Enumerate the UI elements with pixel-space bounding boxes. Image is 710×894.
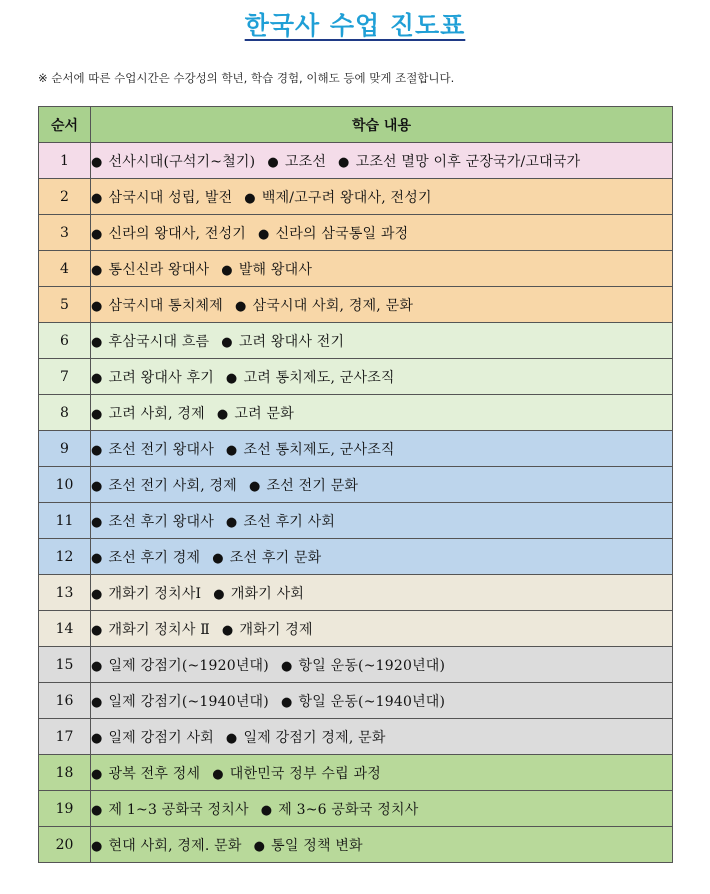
row-content [91,575,673,611]
schedule-body [39,143,673,863]
topic-text: 개화기 정치사Ⅰ [108,585,202,602]
bullet-icon: ● [225,514,238,530]
page-title [0,6,710,42]
bullet-icon: ● [221,622,234,638]
bullet-icon: ● [91,766,103,782]
topic-text: 일제 강점기 경제, 문화 [243,729,386,746]
topic-text: 조선 전기 왕대사 [108,441,214,458]
table-header-row [39,107,673,143]
row-number: 20 [39,827,91,863]
bullet-icon: ● [91,838,103,854]
row-content [91,719,673,755]
schedule-note: ※ 순서에 따른 수업시간은 수강성의 학년, 학습 경험, 이해도 등에 맞게 조절합니다. [38,71,455,85]
topic-text: 제 1~3 공화국 정치사 [108,801,249,818]
bullet-icon: ● [91,730,103,746]
row-number: 18 [39,755,91,791]
table-row [39,683,673,719]
topic-text: 조선 후기 문화 [229,549,322,566]
row-number: 13 [39,575,91,611]
bullet-icon: ● [225,370,238,386]
bullet-icon: ● [235,298,247,314]
table-row [39,215,673,251]
bullet-icon: ● [248,478,261,494]
page-title-text: 한국사 수업 진도표 [244,11,466,40]
bullet-icon: ● [212,550,224,566]
row-content [91,755,673,791]
topic-text: 조선 전기 사회, 경제 [108,477,237,494]
row-content [91,251,673,287]
topic-text: 통신신라 왕대사 [108,261,210,278]
bullet-icon: ● [91,262,103,278]
topic-text: 일제 강점기 사회 [108,729,214,746]
topic-text: 개화기 사회 [230,585,305,602]
row-content [91,467,673,503]
topic-text: 신라의 왕대사, 전성기 [108,225,247,242]
bullet-icon: ● [91,334,103,350]
table-row [39,575,673,611]
row-number: 3 [39,215,91,251]
topic-text: 현대 사회, 경제. 문화 [108,837,242,854]
topic-text: 고려 왕대사 전기 [238,333,345,350]
row-content [91,827,673,863]
row-number: 5 [39,287,91,323]
topic-text: 항일 운동(~1940년대) [298,693,446,710]
bullet-icon: ● [91,406,103,422]
row-number: 8 [39,395,91,431]
table-row [39,323,673,359]
topic-text: 광복 전후 정세 [108,765,201,782]
bullet-icon: ● [225,730,238,746]
bullet-icon: ● [244,190,256,206]
bullet-icon: ● [91,694,103,710]
bullet-icon: ● [91,226,103,242]
topic-text: 선사시대(구석기~철기) [108,153,256,170]
bullet-icon: ● [91,586,103,602]
table-row [39,611,673,647]
bullet-icon: ● [91,190,103,206]
row-content [91,179,673,215]
row-number: 2 [39,179,91,215]
row-content [91,431,673,467]
bullet-icon: ● [225,442,238,458]
topic-text: 고조선 멸망 이후 군장국가/고대국가 [355,153,581,170]
row-number: 11 [39,503,91,539]
table-row [39,503,673,539]
bullet-icon: ● [91,802,103,818]
table-row [39,719,673,755]
bullet-icon: ● [91,298,103,314]
schedule-table [38,106,673,863]
row-content [91,503,673,539]
table-row [39,179,673,215]
bullet-icon: ● [91,622,103,638]
topic-text: 조선 통치제도, 군사조직 [243,441,395,458]
bullet-icon: ● [91,478,103,494]
row-number: 19 [39,791,91,827]
topic-text: 고려 왕대사 후기 [108,369,214,386]
bullet-icon: ● [258,226,270,242]
row-number: 7 [39,359,91,395]
bullet-icon: ● [91,658,103,674]
bullet-icon: ● [267,154,279,170]
header-content: 학습 내용 [91,107,673,143]
topic-text: 고려 문화 [234,405,294,422]
row-number: 4 [39,251,91,287]
topic-text: 삼국시대 통치체제 [108,297,223,314]
bullet-icon: ● [221,334,233,350]
row-content [91,143,673,179]
bullet-icon: ● [91,514,103,530]
topic-text: 후삼국시대 흐름 [108,333,210,350]
topic-text: 일제 강점기(~1940년대) [108,693,269,710]
bullet-icon: ● [253,838,266,854]
row-number: 12 [39,539,91,575]
table-row [39,755,673,791]
bullet-icon: ● [280,658,293,674]
topic-text: 항일 운동(~1920년대) [298,657,446,674]
topic-text: 일제 강점기(~1920년대) [108,657,269,674]
topic-text: 조선 전기 문화 [266,477,359,494]
table-row [39,251,673,287]
row-number: 16 [39,683,91,719]
topic-text: 조선 후기 사회 [243,513,336,530]
topic-text: 제 3~6 공화국 정치사 [278,801,419,818]
table-row [39,431,673,467]
topic-text: 개화기 정치사 Ⅱ [108,621,210,638]
bullet-icon: ● [91,370,103,386]
bullet-icon: ● [338,154,350,170]
row-content [91,539,673,575]
topic-text: 개화기 경제 [239,621,313,638]
bullet-icon: ● [280,694,293,710]
bullet-icon: ● [260,802,273,818]
bullet-icon: ● [212,766,224,782]
row-number: 9 [39,431,91,467]
topic-text: 조선 후기 경제 [108,549,201,566]
row-content [91,647,673,683]
row-content [91,323,673,359]
table-row [39,467,673,503]
topic-text: 신라의 삼국통일 과정 [275,225,409,242]
row-content [91,287,673,323]
table-row [39,395,673,431]
row-number: 10 [39,467,91,503]
row-content [91,395,673,431]
bullet-icon: ● [91,154,103,170]
row-content [91,791,673,827]
row-content [91,683,673,719]
row-number: 14 [39,611,91,647]
bullet-icon: ● [216,406,229,422]
topic-text: 고조선 [284,153,327,170]
row-number: 1 [39,143,91,179]
topic-text: 삼국시대 사회, 경제, 문화 [252,297,414,314]
table-row [39,287,673,323]
row-content [91,611,673,647]
table-row [39,359,673,395]
bullet-icon: ● [91,442,103,458]
row-number: 17 [39,719,91,755]
topic-text: 백제/고구려 왕대사, 전성기 [261,189,432,206]
row-number: 6 [39,323,91,359]
topic-text: 발해 왕대사 [238,261,313,278]
table-row [39,647,673,683]
table-row [39,143,673,179]
topic-text: 대한민국 정부 수립 과정 [229,765,381,782]
topic-text: 통일 정책 변화 [271,837,363,854]
table-row [39,791,673,827]
topic-text: 고려 사회, 경제 [108,405,205,422]
topic-text: 삼국시대 성립, 발전 [108,189,233,206]
bullet-icon: ● [221,262,233,278]
topic-text: 조선 후기 왕대사 [108,513,214,530]
table-row [39,539,673,575]
table-row [39,827,673,863]
header-order: 순서 [39,107,91,143]
bullet-icon: ● [213,586,225,602]
topic-text: 고려 통치제도, 군사조직 [243,369,395,386]
bullet-icon: ● [91,550,103,566]
row-content [91,359,673,395]
row-content [91,215,673,251]
row-number: 15 [39,647,91,683]
